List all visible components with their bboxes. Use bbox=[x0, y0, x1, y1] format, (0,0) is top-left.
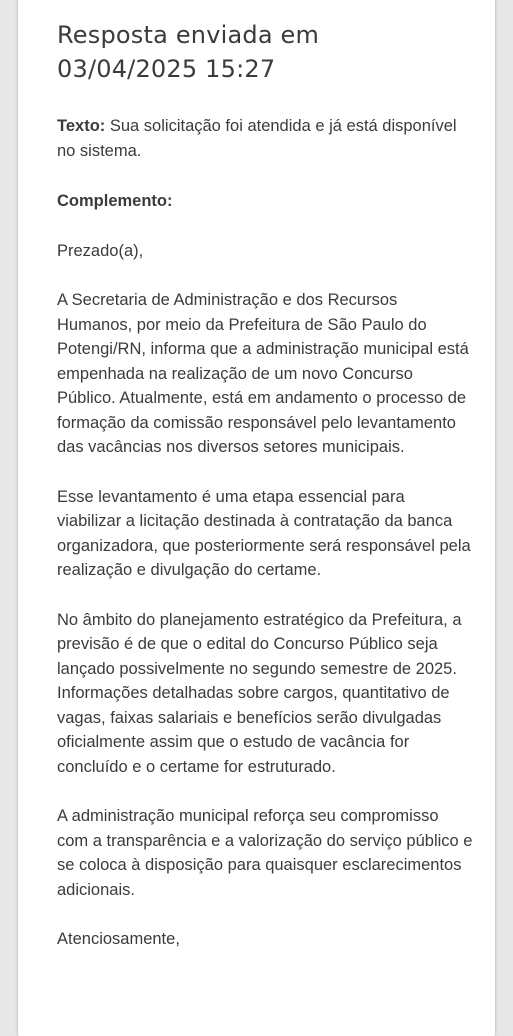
texto-value: Sua solicitação foi atendida e já está disponível no sistema. bbox=[57, 117, 457, 160]
response-card bbox=[18, 0, 495, 1036]
response-date: 03/04/2025 15:27 bbox=[57, 55, 276, 83]
paragraph-3: No âmbito do planejamento estratégico da Prefeitura, a previsão é de que o edital do Concurso Público seja lançado possivelmente no segundo semestre de 2025. Informações detalhadas sobre cargos, quantitativo de vagas, faixas salariais e benefícios serão divulgadas oficialmente assim que o estudo de vacância for concluído e o certame for estruturado. bbox=[57, 610, 462, 776]
response-title-line1: Resposta enviada em bbox=[57, 21, 320, 49]
response-content bbox=[57, 18, 473, 952]
greeting: Prezado(a), bbox=[57, 241, 144, 260]
signoff: Atenciosamente, bbox=[57, 930, 180, 948]
texto-label: Texto: bbox=[57, 117, 106, 135]
paragraph-4: A administração municipal reforça seu compromisso com a transparência e a valorização do serviço público e se coloca à disposição para quaisquer esclarecimentos adicionais. bbox=[57, 807, 473, 899]
paragraph-1: A Secretaria de Administração e dos Recursos Humanos, por meio da Prefeitura de São Paulo do Potengi/RN, informa que a administração municipal está empenhada na realização de um novo Concurso Público. Atualmente, está em andamento o processo de formação da comissão responsável pelo levantamento das vacâncias nos diversos setores municipais. bbox=[57, 291, 469, 456]
texto-field bbox=[57, 114, 473, 163]
paragraph-2: Esse levantamento é uma etapa essencial para viabilizar a licitação destinada à contratação da banca organizadora, que posteriormente será responsável pela realização e divulgação do certame. bbox=[57, 487, 471, 579]
response-title bbox=[57, 18, 473, 86]
complemento-label: Complemento: bbox=[57, 192, 173, 210]
